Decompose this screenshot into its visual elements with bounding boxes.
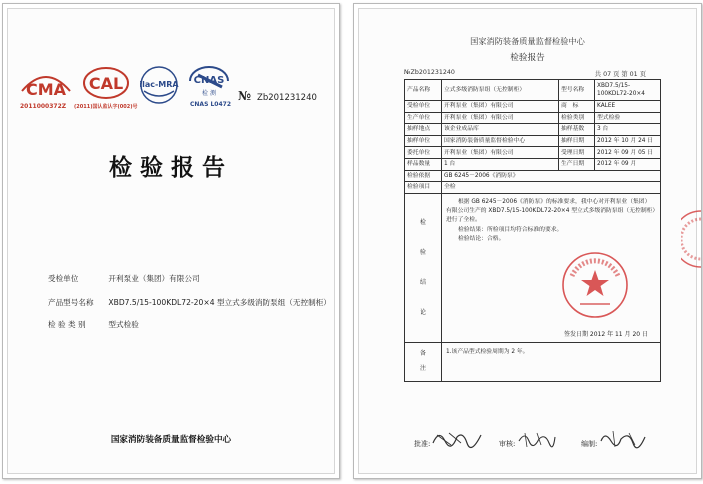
table-cell: 型号名称	[559, 80, 595, 101]
conclusion-text: 根据 GB 6245－2006《消防泵》的标准要求，我中心对开利泵业（集团）有限公司生产的 XBD7.5/15-100KDL72-20×4 型立式多级消防泵组（无控制柜）进行了全检。	[446, 198, 656, 223]
report-cover-page	[2, 3, 340, 479]
note-label-char: 注	[419, 365, 426, 373]
table-cell: 样品数量	[405, 158, 442, 170]
report-detail-page	[353, 3, 702, 479]
note-cell	[442, 342, 661, 381]
note-text: 1.该产品型式检验周期为 2 年。	[446, 348, 529, 355]
table-cell: 检验项目	[405, 182, 442, 194]
report-no-label: №	[238, 89, 252, 103]
conclusion-label-cell	[405, 193, 442, 342]
table-row	[405, 112, 661, 124]
table-cell: 产品名称	[405, 80, 442, 101]
table-row	[405, 135, 661, 147]
table-cell: 委托单位	[405, 147, 442, 159]
page-count: 共 07 页 第 01 页	[594, 71, 646, 78]
table-cell: 检验类别	[559, 112, 595, 124]
svg-text:ilac-MRA: ilac-MRA	[139, 80, 179, 89]
note-row	[405, 342, 661, 381]
detail-sheet	[358, 8, 697, 474]
table-cell: 商 标	[559, 101, 595, 113]
table-cell: 2012 年 10 月 24 日	[595, 135, 661, 147]
conclusion-label-char: 论	[419, 308, 426, 316]
conclusion-result: 检验结果：所检项目均符合标准的要求。	[458, 226, 563, 233]
inspection-type-label: 检 验 类 别	[48, 320, 86, 329]
prepare-label: 编制:	[581, 440, 598, 448]
svg-text:检 测: 检 测	[202, 90, 216, 97]
table-cell: 2012 年 09 月 05 日	[595, 147, 661, 159]
detail-report-no: №Zb201231240	[404, 69, 455, 76]
table-cell: KALEE	[595, 101, 661, 113]
inspected-unit-label: 受检单位	[48, 274, 79, 283]
inspection-type-row	[48, 319, 139, 330]
product-model-value: XBD7.5/15-100KDL72-20×4 型立式多级消防泵组（无控制柜）	[108, 298, 331, 307]
svg-text:CMA: CMA	[25, 80, 67, 99]
cnas-caption: CNAS L0472	[190, 101, 232, 108]
table-row	[405, 170, 661, 182]
side-seal-stamp	[681, 209, 701, 273]
table-row	[405, 101, 661, 113]
table-cell: 抽样地点	[405, 124, 442, 136]
table-cell: 生产单位	[405, 112, 442, 124]
svg-text:CNAS: CNAS	[193, 75, 225, 86]
product-model-row	[48, 297, 331, 308]
reviewer-signature	[517, 429, 557, 449]
items-value: 全检	[442, 182, 661, 194]
product-model-label: 产品型号名称	[48, 298, 94, 307]
table-cell: 抽样单位	[405, 135, 442, 147]
conclusion-row	[405, 193, 661, 342]
approver-signature	[431, 427, 483, 449]
report-no-value: Zb201231240	[257, 93, 317, 103]
cnas-logo	[186, 63, 232, 99]
table-cell: 受理日期	[559, 147, 595, 159]
conclusion-cell	[442, 193, 661, 342]
review-label: 审核:	[499, 440, 516, 448]
conclusion-verdict: 检验结论：合格。	[458, 235, 505, 242]
table-row	[405, 158, 661, 170]
basis-value: GB 6245－2006《消防泵》	[442, 170, 661, 182]
table-row	[405, 80, 661, 101]
table-cell: XBD7.5/15-100KDL72-20×4	[595, 80, 661, 101]
table-cell: 立式多级消防泵组（无控制柜）	[442, 80, 559, 101]
report-table	[404, 79, 661, 382]
table-cell: 抽样日期	[559, 135, 595, 147]
table-cell: 型式检验	[595, 112, 661, 124]
table-cell: 2012 年 09 月	[595, 158, 661, 170]
conclusion-label-char: 验	[419, 248, 426, 256]
table-cell: 国家消防装备质量监督检验中心	[442, 135, 559, 147]
table-cell: 受检单位	[405, 101, 442, 113]
cover-title: 检验报告	[109, 155, 233, 181]
table-cell: 1 台	[442, 158, 559, 170]
cal-caption: (2011)国认监认字(002)号	[74, 104, 138, 110]
ilac-mra-logo	[136, 65, 182, 105]
conclusion-label-char: 结	[419, 278, 426, 286]
detail-org: 国家消防装备质量监督检验中心	[470, 36, 585, 46]
note-label-cell	[405, 342, 442, 381]
preparer-signature	[599, 427, 647, 449]
table-cell: 开利泵业（集团）有限公司	[442, 101, 559, 113]
table-cell: 抽样基数	[559, 124, 595, 136]
table-cell: 该企业成品库	[442, 124, 559, 136]
table-cell: 检验依据	[405, 170, 442, 182]
cma-logo	[18, 69, 74, 101]
approve-label: 批准:	[414, 440, 431, 448]
conclusion-label-char: 检	[419, 218, 426, 226]
table-row	[405, 147, 661, 159]
table-row	[405, 182, 661, 194]
table-cell: 开利泵业（集团）有限公司	[442, 112, 559, 124]
inspected-unit-value: 开利泵业（集团）有限公司	[108, 274, 200, 283]
detail-title: 检验报告	[510, 53, 545, 63]
svg-text:CAL: CAL	[88, 74, 124, 93]
issuer-name: 国家消防装备质量监督检验中心	[110, 435, 232, 445]
sign-date: 签发日期 2012 年 11 月 20 日	[564, 330, 648, 338]
table-cell: 开利泵业（集团）有限公司	[442, 147, 559, 159]
official-stamp	[560, 250, 630, 324]
table-cell: 生产日期	[559, 158, 595, 170]
note-label-char: 备	[419, 350, 426, 358]
cma-caption: 2011000372Z	[20, 103, 67, 110]
table-cell: 3 台	[595, 124, 661, 136]
inspected-unit-row	[48, 273, 200, 284]
table-row	[405, 124, 661, 136]
cover-sheet	[7, 8, 335, 474]
cal-logo	[82, 65, 130, 101]
inspection-type-value: 型式检验	[108, 320, 139, 329]
